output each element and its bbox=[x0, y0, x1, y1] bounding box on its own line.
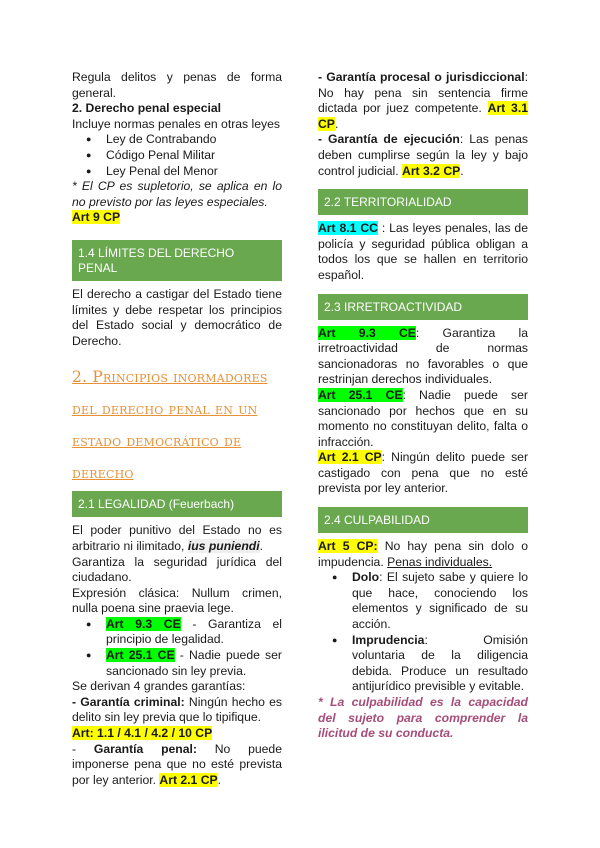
derivan-text: Se derivan 4 grandes garantías: bbox=[72, 679, 246, 694]
art-5-cp: Art 5 CP: bbox=[318, 539, 378, 554]
art-25-1-ce: Art 25.1 CE bbox=[106, 648, 175, 663]
art-9-cp: Art 9 CP bbox=[72, 210, 121, 225]
irr-art-2-1 bbox=[318, 450, 528, 497]
expresion-text: Expresión clásica: Nullum crimen, nulla poena sine praevia lege. bbox=[72, 585, 282, 616]
garantia-procesal-end: . bbox=[334, 116, 339, 131]
garantia-penal-end: . bbox=[217, 772, 222, 787]
dolo-text: : El sujeto sabe y quiere lo que hace, conociendo los elementos y significado de su acción. bbox=[352, 570, 528, 632]
list-item bbox=[352, 633, 528, 695]
art-3-1-cp: Art 3.1 CP bbox=[318, 101, 529, 131]
art-9-3-text: - Garantiza el principio de legalidad. bbox=[106, 616, 282, 647]
section-band-territorialidad: 2.2 TERRITORIALIDAD bbox=[318, 189, 528, 215]
garantia-criminal-label: - Garantía criminal: bbox=[72, 694, 185, 709]
art-2-1-cp: Art 2.1 CP bbox=[159, 772, 218, 787]
list-item bbox=[106, 617, 282, 648]
art-3-2-cp: Art 3.2 CP bbox=[402, 163, 461, 178]
garantia-procesal bbox=[318, 70, 528, 132]
irr-art-25-1-text: : Nadie puede ser sancionado por hechos que en su momento no constituyan delito, falta o infracción. bbox=[318, 387, 528, 449]
irr-art-25-1-label: Art 25.1 CE bbox=[318, 387, 403, 402]
territorialidad-body: : Las leyes penales, las de policía y seguridad pública obligan a todos los que se hallen en territorio español. bbox=[318, 221, 528, 282]
section-band-irretroactividad: 2.3 IRRETROACTIVIDAD bbox=[318, 294, 528, 320]
left-column bbox=[72, 70, 282, 788]
list-item: ● Ley de Contrabando bbox=[106, 132, 282, 148]
irr-art-9-3-text: : Garantiza la irretroactividad de normas sancionadoras no favorables o que restrinjan derechos individuales. bbox=[318, 325, 529, 387]
section-band-limites: 1.4 LÍMITES DEL DERECHO PENAL bbox=[72, 240, 282, 281]
list-item bbox=[352, 570, 528, 632]
art-9-3-ce: Art 9.3 CE bbox=[106, 616, 181, 631]
garantia-criminal-text: Ningún hecho es delito sin ley previa que lo tipifique. bbox=[72, 694, 282, 725]
arts-criminal: Art: 1.1 / 4.1 / 4.2 / 10 CP bbox=[72, 726, 213, 741]
limites-text: El derecho a castigar del Estado tiene límites y debe respetar los principios del Estado social y democrático de Derecho. bbox=[72, 286, 282, 348]
art-25-1-text: - Nadie puede ser sancionado sin ley previa. bbox=[106, 648, 282, 678]
garantia-ejecucion-label: - Garantía de ejecución bbox=[318, 132, 460, 147]
garantiza-text: Garantiza la seguridad jurídica del ciudadano. bbox=[72, 554, 282, 585]
garantia-ejecucion-end: . bbox=[460, 163, 464, 178]
art-8-1-cc: Art 8.1 CC bbox=[318, 221, 378, 236]
ius-puniendi: ius puniendi bbox=[187, 538, 260, 553]
intro-text: Regula delitos y penas de forma general. bbox=[72, 70, 282, 100]
poder-b: . bbox=[259, 538, 263, 553]
list-item bbox=[106, 648, 282, 679]
list-item: ● Código Penal Militar bbox=[106, 148, 282, 164]
culpa-body: No hay pena sin dolo o impudencia. bbox=[318, 539, 528, 569]
imprudencia-label: Imprudencia bbox=[352, 632, 425, 647]
especial-list bbox=[72, 132, 282, 179]
irr-art-9-3-label: Art 9.3 CE bbox=[318, 325, 416, 340]
garantia-procesal-text: : No hay pena sin sentencia firme dictada por juez competente. bbox=[318, 70, 528, 116]
irr-art-9-3 bbox=[318, 326, 528, 388]
culpa-list bbox=[318, 570, 528, 695]
dolo-label: Dolo bbox=[352, 570, 380, 585]
section-band-legalidad: 2.1 LEGALIDAD (Feuerbach) bbox=[72, 491, 282, 517]
imprudencia-text: : Omisión voluntaria de la diligencia debida. Produce un resultado antijurídico previsible y evitable. bbox=[352, 632, 528, 694]
poder-a: El poder punitivo del Estado no es arbitrario ni ilimitado, bbox=[72, 523, 282, 553]
garantia-penal-dash: - bbox=[72, 741, 94, 756]
territorialidad-text bbox=[318, 221, 528, 283]
garantia-penal-text: No puede imponerse pena que no esté prevista por ley anterior. bbox=[72, 741, 282, 787]
garantia-penal-label: Garantía penal: bbox=[93, 741, 197, 756]
list-item: ● Ley Penal del Menor bbox=[106, 164, 282, 180]
culpabilidad-note: * La culpabilidad es la capacidad del sujeto para comprender la ilicitud de su conducta. bbox=[318, 695, 528, 741]
legalidad-list bbox=[72, 617, 282, 679]
poder-text bbox=[72, 523, 282, 554]
right-column bbox=[318, 70, 528, 742]
garantia-procesal-label: - Garantía procesal o jurisdiccional bbox=[318, 70, 525, 84]
garantia-ejecucion-text: : Las penas deben cumplirse según la ley y bajo control judicial. bbox=[318, 132, 529, 178]
section-band-culpabilidad: 2.4 CULPABILIDAD bbox=[318, 507, 528, 533]
culpa-text bbox=[318, 539, 528, 570]
heading-derecho-especial: 2. Derecho penal especial bbox=[72, 101, 222, 116]
garantia-penal bbox=[72, 742, 282, 789]
especial-text: Incluye normas penales en otras leyes bbox=[72, 116, 280, 131]
garantia-criminal bbox=[72, 695, 282, 726]
irr-art-2-1-text: : Ningún delito puede ser castigado con pena que no esté prevista por ley anterior. bbox=[318, 450, 529, 496]
garantia-ejecucion bbox=[318, 132, 528, 179]
penas-individuales: Penas individuales. bbox=[387, 554, 493, 569]
irr-art-2-1-label: Art 2.1 CP bbox=[318, 450, 382, 465]
irr-art-25-1 bbox=[318, 388, 528, 450]
heading-principios: 2. Principios inormadores del derecho penal en un estado democrático de derecho bbox=[72, 368, 268, 483]
supletorio-note: * El CP es supletorio, se aplica en lo no previsto por las leyes especiales. bbox=[72, 179, 282, 209]
